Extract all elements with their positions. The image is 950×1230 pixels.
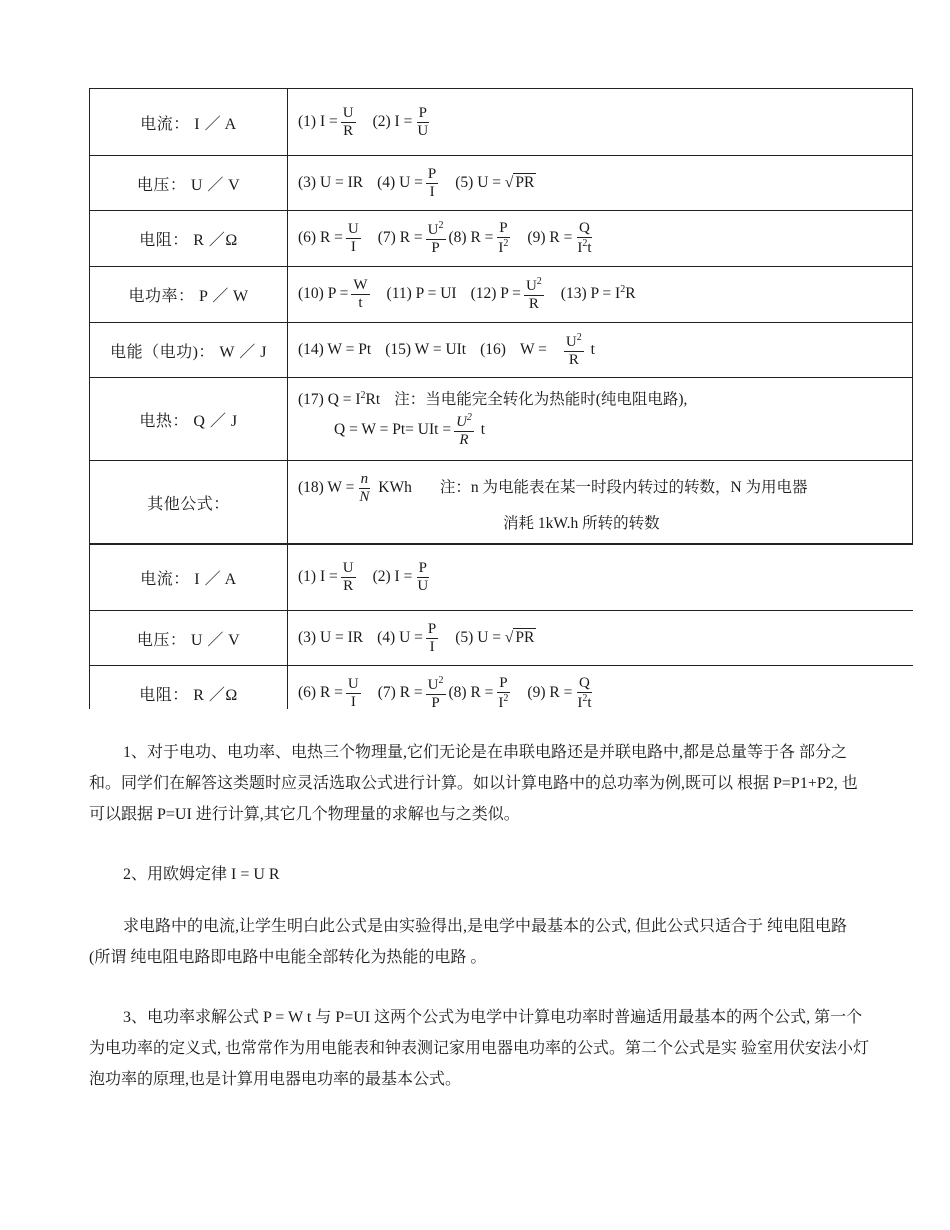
table-row [90, 89, 913, 156]
quantity-label: 电压： U ／ V [90, 611, 288, 666]
quantity-label: 电能（电功)： W ／ J [90, 323, 288, 378]
quantity-label: 电压： U ／ V [90, 156, 288, 211]
formula-cell: (3) U = IR (4) U = $\frac{P}{I}$ (5) U = √ PR [288, 156, 913, 211]
quantity-label: 电热： Q ／ J [90, 378, 288, 461]
table-row [90, 461, 913, 545]
table-row [90, 211, 913, 267]
quantity-label: 其他公式： [90, 461, 288, 545]
quantity-label: 电流： I ／ A [90, 89, 288, 156]
table-row [90, 611, 913, 666]
paragraph-1: 1、对于电功、电功率、电热三个物理量,它们无论是在串联电路还是并联电路中,都是总量等于各 部分之和。同学们在解答这类题时应灵活选取公式进行计算。如以计算电路中的总功率为例,既可以 根据 P=P1+P2, 也可以跟据 P=UI 进行计算,其它几个物理量的求解也与之类似。 [89, 744, 858, 823]
formula-cell: (6) R = $\frac{U}{I}$ (7) R = $\frac{U^2}{P}$ (8) R = $\frac{P}{I^2}$ (9) R = $\frac{Q}{I^2t}$ [288, 666, 913, 710]
table-row [90, 156, 913, 211]
formula-cell: (1) I = $\frac{U}{R}$ (2) I = $\frac{P}{U}$ [288, 544, 913, 611]
formula-cell: (10) P = $\frac{W}{t}$ (11) P = UI (12) P = $\frac{U^2}{R}$ (13) $P = I^2R$ [288, 267, 913, 323]
table-row [90, 666, 913, 710]
formula-cell: (17) $Q = I^2Rt$ 注：当电能完全转化为热能时(纯电阻电路), Q = W = Pt= UIt = $\frac{U^2}{R}$ t [288, 378, 913, 461]
formula-table-repeat [89, 543, 913, 709]
paragraph-2: 2、用欧姆定律 I = U R [123, 866, 280, 883]
table-row [90, 544, 913, 611]
formula-cell: (1) I = $\frac{U}{R}$ (2) I = $\frac{P}{U}$ [288, 89, 913, 156]
repeated-table-fragment [0, 543, 950, 709]
formula-cell: (18) W = $\frac{n}{N}$ KWh 注：n 为电能表在某一时段内转过的转数，N 为用电器 消耗 1kW.h 所转的转数 [288, 461, 913, 545]
table-row [90, 267, 913, 323]
formula-cell: (3) U = IR (4) U = $\frac{P}{I}$ (5) U = √ PR [288, 611, 913, 666]
paragraph-3: 求电路中的电流,让学生明白此公式是由实验得出,是电学中最基本的公式, 但此公式只适合于 纯电阻电路 (所谓 纯电阻电路即电路中电能全部转化为热能的电路 。 [89, 918, 848, 966]
formula-cell: (14) W = Pt (15) W = UIt (16) W = $\frac{U^2}{R}$ t [288, 323, 913, 378]
quantity-label: 电阻： R ／Ω [90, 211, 288, 267]
formula-cell: (6) R = $\frac{U}{I}$ (7) R = $\frac{U^2}{P}$ (8) R = $\frac{P}{I^2}$ (9) R = $\frac{Q}{I^2t}$ [288, 211, 913, 267]
table-row [90, 378, 913, 461]
quantity-label: 电功率： P ／ W [90, 267, 288, 323]
table-row [90, 323, 913, 378]
quantity-label: 电阻： R ／Ω [90, 666, 288, 710]
formula-table [89, 88, 913, 545]
quantity-label: 电流： I ／ A [90, 544, 288, 611]
paragraph-4: 3、电功率求解公式 P = W t 与 P=UI 这两个公式为电学中计算电功率时普遍适用最基本的两个公式, 第一个为电功率的定义式, 也常常作为用电能表和钟表测记家用电器电功率的公式。第二个公式是实 验室用伏安法小灯泡功率的原理,也是计算用电器电功率的最基本公式。 [89, 1009, 870, 1088]
